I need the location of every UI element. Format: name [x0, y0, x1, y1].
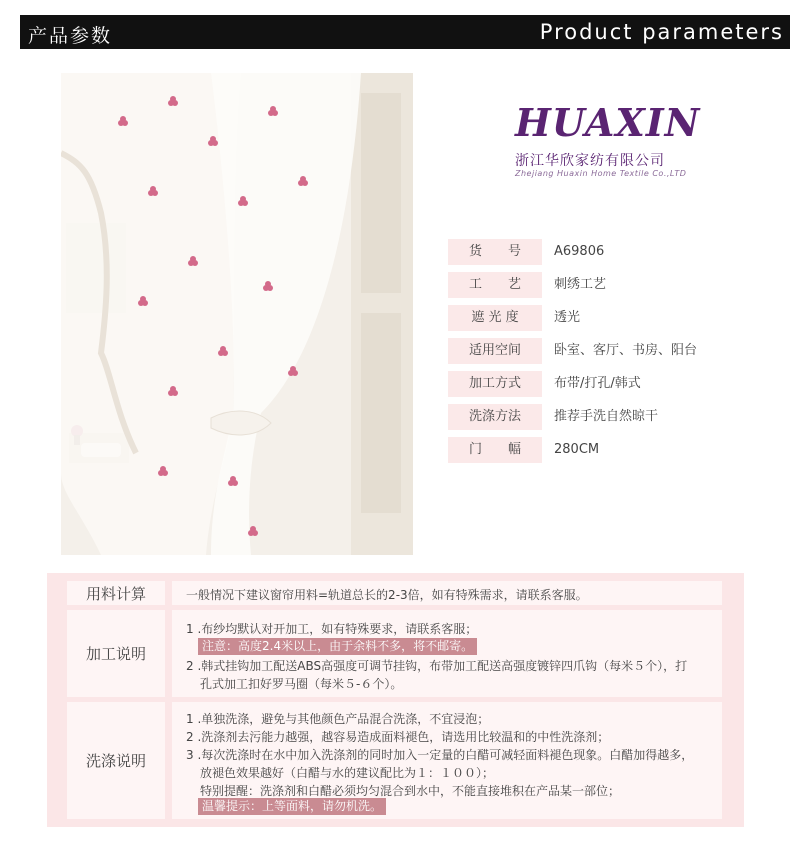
- logo-wordmark: HUAXIN: [515, 100, 701, 145]
- processing-line: 孔式加工扣好罗马圈（每米５-６个）。: [200, 677, 403, 691]
- param-value: 推荐手洗自然晾干: [554, 409, 659, 424]
- param-label: 洗涤方法: [448, 404, 542, 430]
- processing-note: 注意：高度2.4米以上，由于余料不多，将不邮寄。: [198, 638, 477, 655]
- param-label: 遮 光 度: [448, 305, 542, 331]
- param-row: [448, 239, 768, 272]
- company-name-en: Zhejiang Huaxin Home Textile Co.,LTD: [515, 169, 687, 178]
- param-row: [448, 272, 768, 305]
- washing-line: 放褪色效果越好（白醋与水的建议配比为１：１００）；: [200, 766, 495, 780]
- usage-box: [172, 581, 722, 605]
- brand-logo: [515, 100, 701, 180]
- param-value: 透光: [554, 310, 581, 325]
- param-row: [448, 371, 768, 404]
- header-title-cn: 产品参数: [28, 25, 113, 47]
- parameter-table: [448, 239, 768, 470]
- washing-label: 洗涤说明: [67, 702, 165, 819]
- param-value: 280CM: [554, 442, 600, 457]
- param-value: 布带/打孔/韩式: [554, 376, 641, 391]
- company-name-cn: 浙江华欣家纺有限公司: [515, 153, 665, 169]
- param-row: [448, 404, 768, 437]
- info-panel: [47, 573, 744, 827]
- curtain-illustration: [61, 73, 413, 555]
- param-row: [448, 338, 768, 371]
- processing-box: [172, 610, 722, 697]
- param-label: 工 艺: [448, 272, 542, 298]
- param-row: [448, 305, 768, 338]
- usage-text: 一般情况下建议窗帘用料=轨道总长的2-3倍，如有特殊需求，请联系客服。: [186, 588, 588, 602]
- processing-line: 2 .韩式挂钩加工配送ABS高强度可调节挂钩，布带加工配送高强度镀锌四爪钩（每米５个），打: [186, 659, 688, 673]
- param-label: 加工方式: [448, 371, 542, 397]
- usage-label: 用料计算: [67, 581, 165, 605]
- header-title-en: Product parameters: [539, 20, 784, 44]
- washing-box: [172, 702, 722, 819]
- washing-note: 温馨提示：上等面料，请勿机洗。: [198, 798, 386, 815]
- processing-label: 加工说明: [67, 610, 165, 697]
- param-row: [448, 437, 768, 470]
- product-photo: [61, 73, 413, 555]
- header-bar: [20, 15, 790, 49]
- washing-line: 2 .洗涤剂去污能力越强，越容易造成面料褪色，请选用比较温和的中性洗涤剂；: [186, 730, 610, 744]
- param-label: 货 号: [448, 239, 542, 265]
- param-value: A69806: [554, 244, 605, 259]
- param-value: 卧室、客厅、书房、阳台: [554, 343, 698, 358]
- washing-line: 1 .单独洗涤，避免与其他颜色产品混合洗涤，不宜浸泡；: [186, 712, 490, 726]
- washing-line: 3 .每次洗涤时在水中加入洗涤剂的同时加入一定量的白醋可减轻面料褪色现象。白醋加得越多，: [186, 748, 694, 762]
- param-label: 适用空间: [448, 338, 542, 364]
- processing-line: 1 .布纱均默认对开加工，如有特殊要求，请联系客服；: [186, 622, 478, 636]
- param-label: 门 幅: [448, 437, 542, 463]
- param-value: 刺绣工艺: [554, 277, 607, 292]
- washing-line: 特别提醒：洗涤剂和白醋必须均匀混合到水中，不能直接堆积在产品某一部位；: [200, 784, 621, 798]
